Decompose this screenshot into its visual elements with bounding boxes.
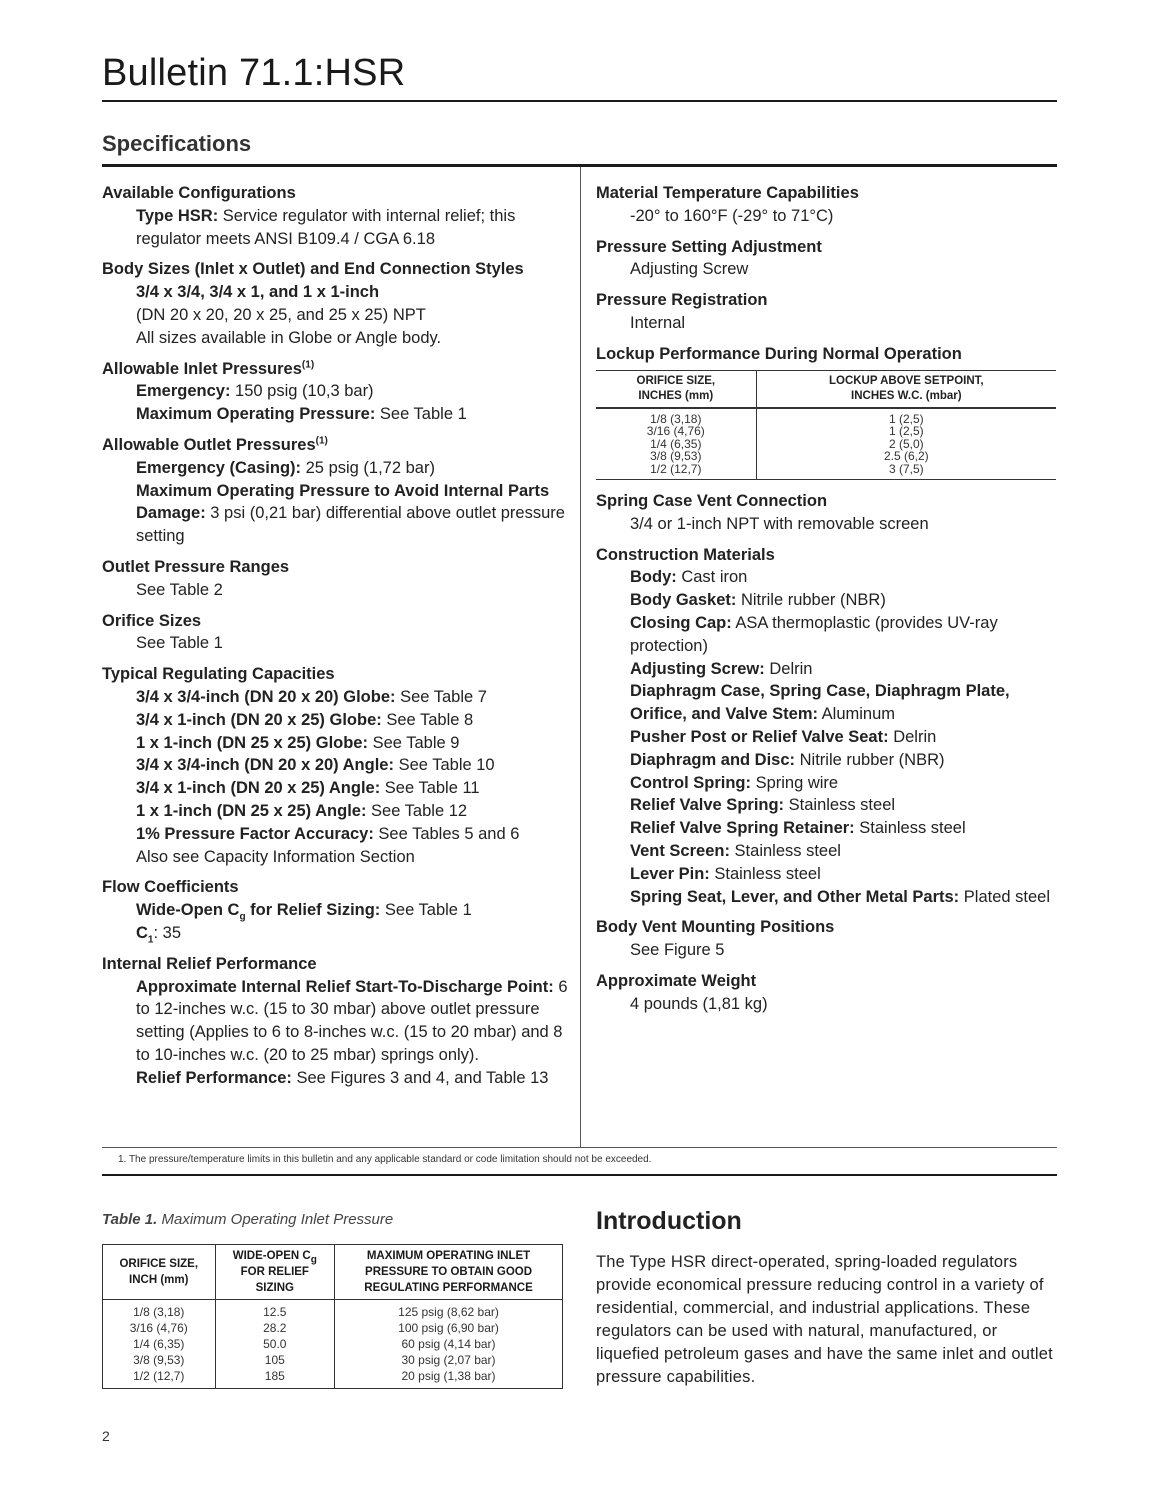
subscript: g [239, 911, 246, 923]
table-cell: 3 (7,5) [888, 461, 924, 476]
spec-mounting-positions [596, 916, 1066, 962]
spec-value [102, 777, 572, 800]
spec-text: Delrin [888, 728, 937, 747]
spec-value: See Figure 5 [630, 941, 725, 960]
spec-value [102, 480, 572, 548]
table-cell: 1/2 (12,7) [103, 1368, 216, 1389]
spec-text: See Table 10 [393, 756, 495, 775]
spec-label: Body: [630, 568, 677, 587]
header-line: ORIFICE SIZE, [636, 374, 716, 387]
spec-flow-coefficients [102, 876, 572, 944]
spec-heading-text: Allowable Inlet Pressures [102, 359, 302, 378]
spec-heading: Spring Case Vent Connection [596, 492, 828, 511]
column-header [756, 370, 1056, 408]
spec-value [102, 800, 572, 823]
table-cell: 1 (2,5) [888, 424, 924, 439]
spec-text: 25 psig (1,72 bar) [301, 458, 435, 477]
table-cell: 3/8 (9,53) [596, 450, 756, 463]
spec-label: Vent Screen: [630, 842, 730, 861]
spec-body-sizes [102, 258, 572, 349]
table-cell: 2.5 (6,2) [883, 449, 929, 464]
spec-label [136, 901, 381, 923]
spec-label: Maximum Operating Pressure: [136, 405, 376, 424]
spec-value: 4 pounds (1,81 kg) [630, 994, 768, 1013]
table-cell: 60 psig (4,14 bar) [401, 1337, 496, 1351]
header-line: MAXIMUM OPERATING INLET [366, 1250, 531, 1262]
spec-text: Stainless steel [784, 796, 896, 815]
spec-label-text: C [136, 923, 148, 942]
spec-text: : 35 [153, 923, 182, 942]
spec-text: See Table 9 [367, 733, 460, 752]
header-line: PRESSURE TO OBTAIN GOOD [365, 1266, 533, 1278]
table-cell: 1 (2,5) [888, 411, 924, 426]
spec-label: Diaphragm and Disc: [630, 750, 796, 769]
spec-outlet-ranges [102, 556, 572, 602]
spec-label: Relief Performance: [136, 1068, 292, 1087]
spec-available-configurations [102, 182, 572, 250]
spec-regulating-capacities [102, 663, 572, 868]
table-row [103, 1368, 563, 1389]
spec-text: 6 to 12-inches w.c. (15 to 30 mbar) above outlet pressure setting (Applies to 6 to 8-inches w.c. (15 to 20 mbar) and 8 to 10-inches w.c. (20 to 25 mbar) springs only). [136, 977, 568, 1064]
spec-heading: Construction Materials [596, 545, 775, 564]
table1-caption [102, 1211, 393, 1228]
spec-weight [596, 970, 1066, 1016]
footnote-marker: (1) [315, 435, 328, 447]
spec-label: 1 x 1-inch (DN 25 x 25) Globe: [136, 733, 368, 752]
column-header [103, 1245, 216, 1300]
spec-value [596, 772, 1066, 795]
spec-value [102, 403, 572, 426]
table-cell: 30 psig (2,07 bar) [401, 1353, 496, 1367]
header-line: SIZING [255, 1282, 294, 1294]
table-cell: 3/16 (4,76) [596, 425, 756, 438]
spec-label: 1% Pressure Factor Accuracy: [136, 824, 374, 843]
spec-value [596, 817, 1066, 840]
spec-value: (DN 20 x 20, 20 x 25, and 25 x 25) NPT [136, 305, 426, 324]
table-cell: 1/8 (3,18) [103, 1300, 216, 1321]
subscript: 1 [147, 934, 154, 946]
spec-value [596, 840, 1066, 863]
spec-label: Spring Seat, Lever, and Other Metal Parts: [630, 887, 960, 906]
spec-heading: Outlet Pressure Ranges [102, 557, 290, 576]
spec-value [102, 754, 572, 777]
spec-value: Also see Capacity Information Section [136, 847, 415, 866]
spec-label-text: Wide-Open C [136, 901, 240, 920]
table-row [103, 1320, 563, 1336]
spec-label: Emergency: [136, 382, 231, 401]
specs-left-column [102, 182, 572, 1097]
spec-value: See Table 2 [136, 580, 223, 599]
spec-text: See Figures 3 and 4, and Table 13 [291, 1068, 549, 1087]
spec-value [596, 863, 1066, 886]
spec-value: Internal [630, 313, 686, 332]
spec-value [596, 589, 1066, 612]
introduction-paragraph: The Type HSR direct-operated, spring-loaded regulators provide economical pressure reducing control in a variety of residential, commercial, and industrial applications. These regulators can be used with natural, manufactured, or liquefied petroleum gases and have the same inlet and outlet pressure capabilities. [596, 1253, 1053, 1386]
spec-value: 3/4 or 1-inch NPT with removable screen [630, 514, 929, 533]
spec-value [102, 686, 572, 709]
spec-text: ASA thermoplastic (provides UV-ray protection) [630, 614, 998, 655]
header-line: REGULATING PERFORMANCE [364, 1282, 533, 1294]
spec-value: Adjusting Screw [630, 260, 749, 279]
table-cell: 125 psig (8,62 bar) [398, 1305, 499, 1319]
spec-value [102, 205, 572, 251]
subscript: g [310, 1254, 317, 1266]
spec-label: 3/4 x 3/4-inch (DN 20 x 20) Globe: [136, 687, 396, 706]
spec-text: See Table 1 [375, 405, 467, 424]
table-cell: 2 (5,0) [888, 436, 924, 451]
spec-label: 3/4 x 1-inch (DN 20 x 25) Globe: [136, 710, 382, 729]
table-header-row [596, 370, 1056, 408]
spec-value [102, 823, 572, 846]
spec-value [102, 709, 572, 732]
spec-heading: Flow Coefficients [102, 878, 239, 897]
spec-label: 1 x 1-inch (DN 25 x 25) Angle: [136, 801, 367, 820]
table1-label: Table 1. [102, 1211, 158, 1228]
header-line: WIDE-OPEN C [232, 1250, 311, 1262]
header-line: ORIFICE SIZE, [119, 1258, 199, 1270]
page-number: 2 [102, 1428, 110, 1444]
specifications-heading: Specifications [102, 131, 252, 156]
spec-heading: Pressure Registration [596, 291, 768, 310]
spec-label: Relief Valve Spring: [630, 796, 785, 815]
spec-text: See Table 11 [380, 779, 480, 798]
spec-text: Stainless steel [709, 864, 821, 883]
spec-text: Nitrile rubber (NBR) [795, 750, 945, 769]
spec-value: See Table 1 [136, 634, 223, 653]
spec-value [596, 726, 1066, 749]
spec-label: Body Gasket: [630, 591, 737, 610]
spec-orifice-sizes [102, 610, 572, 656]
table-row [596, 425, 1056, 438]
spec-value: 3/4 x 3/4, 3/4 x 1, and 1 x 1-inch [136, 283, 380, 302]
spec-registration [596, 289, 1066, 335]
spec-vent-connection [596, 490, 1066, 536]
section-rule [102, 1174, 1057, 1176]
spec-heading: Approximate Weight [596, 972, 757, 991]
spec-label: Maximum Operating Pressure to Avoid Internal Parts Damage: [136, 481, 550, 523]
header-line: INCHES (mm) [638, 389, 714, 402]
spec-label: Lever Pin: [630, 864, 710, 883]
spec-heading: Internal Relief Performance [102, 954, 317, 973]
spec-label: 3/4 x 1-inch (DN 20 x 25) Angle: [136, 779, 381, 798]
table-row [103, 1336, 563, 1352]
spec-heading [102, 358, 572, 381]
spec-label [136, 923, 154, 946]
spec-relief-performance [102, 953, 572, 1090]
spec-value [596, 794, 1066, 817]
table-row [596, 408, 1056, 426]
header-line: INCH (mm) [129, 1274, 189, 1286]
spec-label: 3/4 x 3/4-inch (DN 20 x 20) Angle: [136, 756, 394, 775]
spec-text: Delrin [764, 659, 813, 678]
spec-label: Diaphragm Case, Spring Case, Diaphragm Plate, Orifice, and Valve Stem: [630, 682, 1010, 724]
header-rule [102, 100, 1057, 102]
spec-text: Stainless steel [729, 842, 841, 861]
table-row [103, 1300, 563, 1321]
spec-label: Emergency (Casing): [136, 458, 302, 477]
table-cell: 185 [215, 1368, 335, 1389]
spec-value [102, 976, 572, 1067]
spec-text: Plated steel [959, 887, 1050, 906]
spec-label: Approximate Internal Relief Start-To-Discharge Point: [136, 977, 554, 996]
column-header [215, 1245, 335, 1300]
footnote-rule [102, 1147, 1057, 1148]
table-cell: 3/8 (9,53) [103, 1352, 216, 1368]
header-line: FOR RELIEF [240, 1266, 309, 1278]
spec-heading: Orifice Sizes [102, 611, 202, 630]
spec-construction-materials [596, 544, 1066, 909]
spec-heading: Pressure Setting Adjustment [596, 237, 822, 256]
spec-lockup [596, 343, 1066, 480]
spec-heading [102, 434, 572, 457]
footnote-marker: (1) [301, 359, 315, 371]
spec-text: Cast iron [676, 568, 748, 587]
table-row [596, 450, 1056, 463]
spec-value [102, 922, 572, 945]
spec-label: Control Spring: [630, 773, 751, 792]
table1-title: Maximum Operating Inlet Pressure [161, 1211, 394, 1228]
spec-value [102, 732, 572, 755]
spec-value [596, 749, 1066, 772]
spec-value [596, 658, 1066, 681]
spec-text: See Table 7 [395, 687, 487, 706]
spec-text: See Table 8 [381, 710, 474, 729]
table-row [103, 1352, 563, 1368]
table-cell: 1/4 (6,35) [103, 1336, 216, 1352]
spec-value: All sizes available in Globe or Angle body. [136, 328, 442, 347]
table-cell: 105 [215, 1352, 335, 1368]
footnote: 1. The pressure/temperature limits in this bulletin and any applicable standard or code limitation should not be exceeded. [118, 1154, 652, 1165]
column-header [335, 1245, 563, 1300]
table-cell: 100 psig (6,90 bar) [398, 1321, 499, 1335]
table-row [596, 463, 1056, 480]
spec-value [102, 457, 572, 480]
spec-heading: Material Temperature Capabilities [596, 184, 859, 202]
table-header-row [103, 1245, 563, 1300]
spec-label: Type HSR: [136, 206, 219, 225]
spec-value: -20° to 160°F (-29° to 71°C) [630, 206, 834, 225]
spec-heading: Available Configurations [102, 184, 296, 202]
spec-text: See Tables 5 and 6 [373, 824, 520, 843]
introduction-heading: Introduction [596, 1207, 742, 1235]
table-cell: 3/16 (4,76) [103, 1320, 216, 1336]
spec-heading: Body Sizes (Inlet x Outlet) and End Connection Styles [102, 260, 524, 279]
spec-text: 3 psi (0,21 bar) differential above outlet pressure setting [136, 504, 565, 546]
header-line: LOCKUP ABOVE SETPOINT, [828, 374, 984, 387]
spec-heading: Lockup Performance During Normal Operation [596, 344, 962, 363]
spec-label: Adjusting Screw: [630, 659, 765, 678]
spec-text: Nitrile rubber (NBR) [736, 591, 886, 610]
spec-text: See Table 1 [380, 901, 472, 920]
header-line: INCHES W.C. (mbar) [851, 389, 962, 402]
spec-text: Aluminum [818, 705, 896, 724]
spec-label-text: for Relief Sizing: [245, 901, 381, 920]
spec-label: Closing Cap: [630, 614, 732, 633]
spec-text: Stainless steel [854, 819, 966, 838]
table-cell: 1/4 (6,35) [596, 438, 756, 451]
spec-text: Spring wire [750, 773, 839, 792]
specs-right-column [596, 182, 1066, 1024]
spec-temperature [596, 182, 1066, 228]
table-cell: 1/2 (12,7) [596, 463, 756, 480]
spec-value [102, 899, 572, 922]
spec-heading-text: Allowable Outlet Pressures [102, 435, 316, 454]
table-cell: 50.0 [215, 1336, 335, 1352]
column-divider [580, 167, 581, 1147]
spec-text: Service regulator with internal relief; this regulator meets ANSI B109.4 / CGA 6.18 [136, 206, 516, 248]
spec-text: 150 psig (10,3 bar) [230, 382, 374, 401]
spec-value [102, 380, 572, 403]
spec-outlet-pressures [102, 434, 572, 548]
spec-value [102, 1067, 572, 1090]
spec-text: See Table 12 [366, 801, 468, 820]
spec-value [596, 566, 1066, 589]
bulletin-title: Bulletin 71.1:HSR [102, 52, 406, 94]
spec-heading: Body Vent Mounting Positions [596, 918, 835, 937]
spec-inlet-pressures [102, 358, 572, 426]
table-cell: 1/8 (3,18) [596, 408, 756, 426]
spec-value [596, 680, 1066, 726]
spec-setting-adjustment [596, 236, 1066, 282]
lockup-table [596, 370, 1056, 481]
table-cell: 28.2 [215, 1320, 335, 1336]
spec-heading: Typical Regulating Capacities [102, 665, 335, 684]
table1 [102, 1244, 563, 1389]
table-cell: 12.5 [215, 1300, 335, 1321]
table-cell: 20 psig (1,38 bar) [401, 1369, 496, 1383]
spec-label: Pusher Post or Relief Valve Seat: [630, 728, 889, 747]
column-header [596, 370, 756, 408]
spec-label: Relief Valve Spring Retainer: [630, 819, 855, 838]
spec-value [596, 886, 1066, 909]
spec-value [596, 612, 1066, 658]
